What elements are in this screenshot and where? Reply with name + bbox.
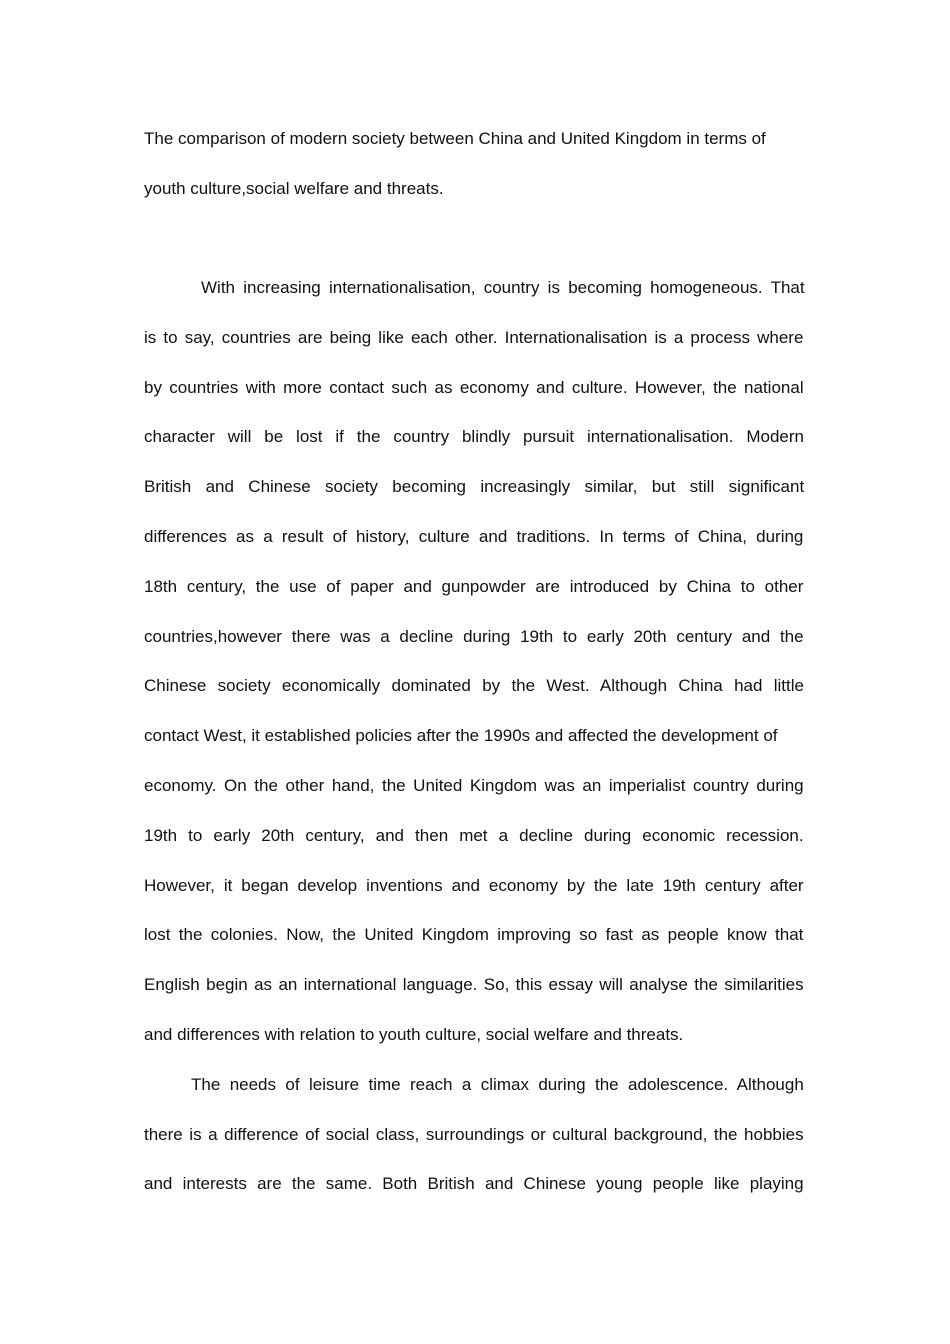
paragraph-1-line: English begin as an international language. So, this essay will analyse the similarities <box>144 975 804 995</box>
paragraph-2-line: there is a difference of social class, surroundings or cultural background, the hobbies <box>144 1124 804 1144</box>
paragraph-1-line: 19th to early 20th century, and then met a decline during economic recession. <box>144 825 804 845</box>
paragraph-1-line: is to say, countries are being like each other. Internationalisation is a process where <box>144 327 804 347</box>
paragraph-2-line: and interests are the same. Both British and Chinese young people like playing <box>144 1174 804 1194</box>
paragraph-1-line: economy. On the other hand, the United Kingdom was an imperialist country during <box>144 775 804 795</box>
paragraph-1-line: However, it began develop inventions and economy by the late 19th century after <box>144 875 804 895</box>
paragraph-1-line: Chinese society economically dominated by the West. Although China had little <box>144 676 804 696</box>
document-body <box>144 263 806 1209</box>
paragraph-1-line: and differences with relation to youth culture, social welfare and threats. <box>144 1024 684 1044</box>
paragraph-2 <box>144 1060 806 1209</box>
title-line-1: The comparison of modern society between China and United Kingdom in terms of <box>144 129 766 148</box>
title-line-2: youth culture,social welfare and threats. <box>144 178 444 198</box>
paragraph-1-line: countries,however there was a decline during 19th to early 20th century and the <box>144 626 804 646</box>
paragraph-1-line: character will be lost if the country blindly pursuit internationalisation. Modern <box>144 427 804 447</box>
paragraph-1 <box>144 263 806 1060</box>
paragraph-1-line: With increasing internationalisation, country is becoming homogeneous. That <box>201 278 805 297</box>
paragraph-1-line: British and Chinese society becoming increasingly similar, but still significant <box>144 477 805 497</box>
paragraph-1-line: lost the colonies. Now, the United Kingdom improving so fast as people know that <box>144 925 804 945</box>
paragraph-2-line: The needs of leisure time reach a climax during the adolescence. Although <box>191 1074 804 1094</box>
document-title <box>144 114 806 214</box>
paragraph-1-line: by countries with more contact such as economy and culture. However, the national <box>144 377 804 397</box>
paragraph-1-line: differences as a result of history, culture and traditions. In terms of China, during <box>144 526 804 546</box>
paragraph-1-line: 18th century, the use of paper and gunpowder are introduced by China to other <box>144 576 804 596</box>
paragraph-1-line: contact West, it established policies after the 1990s and affected the development of <box>144 726 778 746</box>
